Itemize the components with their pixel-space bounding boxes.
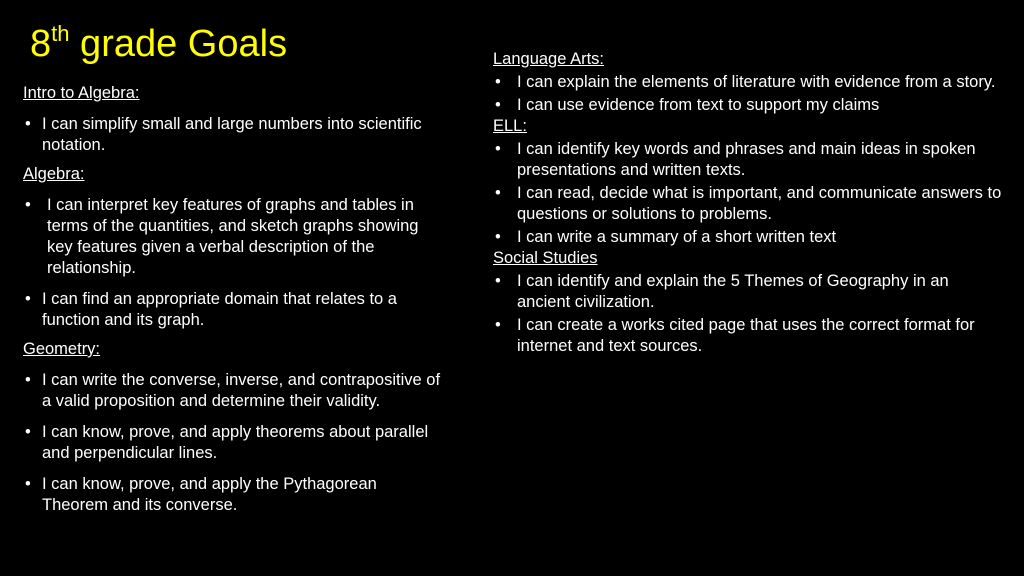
list-item: [493, 95, 1003, 116]
list-item: [493, 315, 1003, 357]
bullet-icon: •: [25, 115, 31, 133]
title-superscript: th: [51, 21, 70, 46]
bullet-icon: •: [25, 475, 31, 493]
bullet-icon: •: [495, 228, 501, 246]
list-item: [493, 183, 1003, 225]
bullet-icon: •: [495, 140, 501, 158]
list-item-text: I can simplify small and large numbers into scientific notation.: [42, 115, 422, 154]
list-item-text: I can create a works cited page that uses the correct format for internet and text sources.: [517, 316, 975, 355]
title-text: grade Goals: [69, 23, 288, 65]
bullet-icon: •: [25, 371, 31, 389]
list-item-text: I can interpret key features of graphs and tables in terms of the quantities, and sketch graphs showing key features given a verbal description of the relationship.: [47, 196, 419, 277]
bullet-icon: •: [495, 96, 501, 114]
list-item: [493, 139, 1003, 181]
bullet-icon: •: [495, 184, 501, 202]
list-item: [23, 474, 443, 516]
right-column: [493, 49, 1003, 357]
section-heading-social-studies: Social Studies: [493, 249, 598, 267]
list-item: [23, 422, 443, 464]
list-item-text: I can explain the elements of literature with evidence from a story.: [517, 73, 996, 91]
list-item: [493, 271, 1003, 313]
list-item-text: I can identify key words and phrases and main ideas in spoken presentations and written texts.: [517, 140, 976, 179]
bullet-icon: •: [25, 290, 31, 308]
language-arts-list: [493, 72, 1003, 116]
social-studies-list: [493, 271, 1003, 357]
list-item: [23, 289, 443, 331]
intro-algebra-list: [23, 114, 443, 156]
list-item: [23, 370, 443, 412]
list-item-text: I can know, prove, and apply the Pythagorean Theorem and its converse.: [42, 475, 377, 514]
section-heading-geometry: Geometry:: [23, 340, 101, 358]
section-heading-language-arts: Language Arts:: [493, 50, 605, 68]
list-item-text: I can use evidence from text to support my claims: [517, 96, 880, 114]
list-item-text: I can read, decide what is important, and communicate answers to questions or solutions to problems.: [517, 184, 1002, 223]
geometry-list: [23, 370, 443, 516]
left-column: [23, 83, 443, 516]
list-item-text: I can know, prove, and apply theorems about parallel and perpendicular lines.: [42, 423, 429, 462]
list-item-text: I can write a summary of a short written text: [517, 228, 837, 246]
section-heading-algebra: Algebra:: [23, 165, 85, 183]
algebra-list: [23, 195, 443, 331]
page-title: [30, 18, 287, 75]
list-item-text: I can write the converse, inverse, and contrapositive of a valid proposition and determine their validity.: [42, 371, 441, 410]
list-item: [23, 114, 443, 156]
bullet-icon: •: [25, 196, 31, 214]
title-number: 8: [30, 23, 52, 65]
bullet-icon: •: [25, 423, 31, 441]
ell-list: [493, 139, 1003, 248]
bullet-icon: •: [495, 316, 501, 334]
list-item-text: I can find an appropriate domain that relates to a function and its graph.: [42, 290, 397, 329]
list-item: [493, 72, 1003, 93]
list-item: [493, 227, 1003, 248]
bullet-icon: •: [495, 272, 501, 290]
list-item-text: I can identify and explain the 5 Themes of Geography in an ancient civilization.: [517, 272, 949, 311]
list-item: [23, 195, 443, 279]
section-heading-ell: ELL:: [493, 117, 527, 135]
section-heading-intro-algebra: Intro to Algebra:: [23, 84, 140, 102]
bullet-icon: •: [495, 73, 501, 91]
